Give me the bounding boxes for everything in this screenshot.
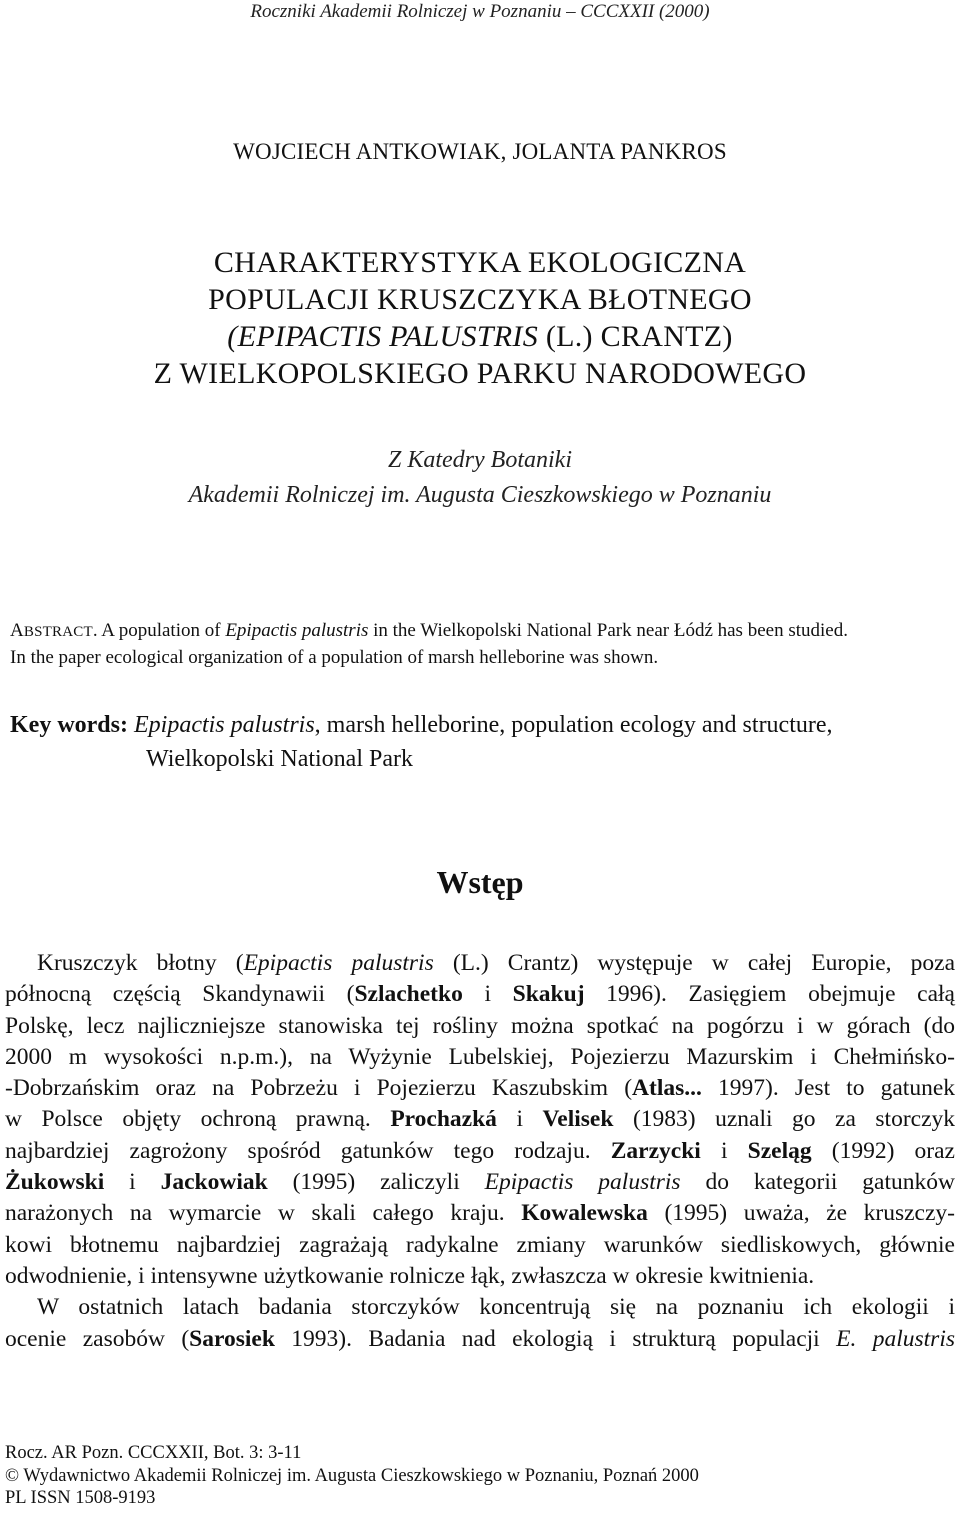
author-name: Żukowski [5, 1169, 105, 1196]
author-name: Zarzycki [610, 1137, 701, 1164]
text: (1983) uznali go za storczyk [613, 1106, 955, 1133]
authors: WOJCIECH ANTKOWIAK, JOLANTA PANKROS [233, 139, 727, 164]
affiliation-line: Z Katedry Botaniki [388, 447, 572, 473]
abstract [10, 618, 954, 671]
title-line-rest: (L.) CRANTZ) [538, 320, 733, 353]
abstract-text: . A population of [92, 620, 226, 641]
running-header: Roczniki Akademii Rolniczej w Poznaniu – CCCXXII (2000) [250, 1, 710, 22]
text: Kruszczyk błotny ( [37, 950, 244, 976]
body-line [5, 1073, 955, 1104]
article-title [0, 244, 960, 392]
author-name: Atlas... [632, 1075, 702, 1102]
species: E. palustris [836, 1325, 955, 1352]
author-name: Szeląg [747, 1137, 812, 1164]
text: narażonych na wymarcie w skali całego kraju. [5, 1200, 522, 1227]
text: 1997). Jest to gatunek [701, 1075, 956, 1102]
keywords-species: Epipactis palustris [133, 712, 315, 738]
text: -Dobrzańskim oraz na Pobrzeżu i Pojezierzu Kaszubskim ( [5, 1075, 633, 1102]
author-name: Prochazká [390, 1106, 497, 1133]
text: w Polsce objęty ochroną prawną. [5, 1106, 391, 1133]
title-species: (EPIPACTIS PALUSTRIS [227, 320, 539, 353]
body-line: W ostatnich latach badania storczyków koncentrują się na poznaniu ich ekologii i [37, 1294, 955, 1321]
text: ocenie zasobów ( [5, 1325, 190, 1352]
body-line [5, 979, 955, 1010]
author-name: Skakuj [512, 981, 585, 1008]
title-line [0, 318, 960, 355]
text: i [700, 1137, 748, 1164]
abstract-text: in the Wielkopolski National Park near Łódź has been studied. [368, 620, 848, 641]
title-line: Z WIELKOPOLSKIEGO PARKU NARODOWEGO [153, 357, 807, 390]
species: Epipactis palustris [243, 950, 434, 976]
title-line: CHARAKTERYSTYKA EKOLOGICZNA [213, 246, 747, 279]
text: i [104, 1169, 161, 1196]
body-line: odwodnienie, i intensywne użytkowanie rolnicze łąk, zwłaszcza w okresie kwitnienia. [5, 1262, 815, 1289]
text: (L.) Crantz) występuje w całej Europie, poza [433, 950, 955, 976]
text: i [496, 1106, 543, 1133]
footer-citation: Rocz. AR Pozn. CCCXXII, Bot. 3: 3-11 [5, 1443, 302, 1463]
text: (1992) oraz [811, 1137, 955, 1164]
body-line: 2000 m wysokości n.p.m.), na Wyżynie Lubelskiej, Pojezierzu Mazurskim i Chełmińsko- [5, 1043, 955, 1070]
text: (1995) zaliczyli [267, 1169, 485, 1196]
body-line [5, 1324, 955, 1355]
body-line [5, 1198, 955, 1229]
abstract-species: Epipactis palustris [225, 620, 369, 641]
text: najbardziej zagrożony spośród gatunków tego rodzaju. [5, 1137, 611, 1164]
keywords-line: Wielkopolski National Park [146, 746, 413, 772]
abstract-label-initial: A [10, 620, 24, 641]
text: 1993). Badania nad ekologią i strukturą populacji [274, 1325, 837, 1352]
title-line: POPULACJI KRUSZCZYKA BŁOTNEGO [208, 283, 752, 316]
body-line [5, 948, 955, 979]
text: (1995) uważa, że kruszczy- [647, 1200, 955, 1227]
text: do kategorii gatunków [680, 1169, 955, 1196]
abstract-line: In the paper ecological organization of a population of marsh helleborine was shown. [10, 647, 659, 668]
species: Epipactis palustris [484, 1169, 681, 1196]
keywords-line [10, 708, 954, 742]
author-name: Kowalewska [521, 1200, 648, 1227]
author-name: Jackowiak [160, 1169, 268, 1196]
body-line [5, 1136, 955, 1167]
footer-issn: PL ISSN 1508-9193 [5, 1488, 156, 1508]
body-line [5, 1104, 955, 1135]
body-line [5, 1167, 955, 1198]
footer [5, 1442, 699, 1510]
text: północną częścią Skandynawii ( [5, 981, 355, 1008]
abstract-label [10, 620, 93, 641]
keywords-label: Key words: [10, 712, 128, 738]
keywords-text: , marsh helleborine, population ecology and structure, [314, 712, 833, 738]
section-heading: Wstęp [436, 864, 524, 900]
footer-copyright: © Wydawnictwo Akademii Rolniczej im. Augusta Cieszkowskiego w Poznaniu, Poznań 2000 [5, 1465, 699, 1486]
abstract-label-rest: BSTRACT [23, 624, 93, 640]
body-line: Polskę, lecz najliczniejsze stanowiska tej rośliny można spotkać na pogórzu i w górach (do [5, 1012, 955, 1039]
text: 1996). Zasięgiem obejmuje całą [584, 981, 955, 1008]
abstract-line [10, 618, 954, 645]
affiliation [0, 443, 960, 513]
body-line: kowi błotnemu najbardziej zagrażają radykalne zmiany warunków siedliskowych, głównie [5, 1231, 955, 1258]
author-name: Szlachetko [354, 981, 463, 1008]
text: i [462, 981, 513, 1008]
body-text [5, 948, 955, 1355]
keywords [10, 708, 954, 776]
author-name: Sarosiek [189, 1325, 275, 1352]
affiliation-line: Akademii Rolniczej im. Augusta Cieszkowskiego w Poznaniu [188, 482, 772, 508]
author-name: Velisek [542, 1106, 614, 1133]
